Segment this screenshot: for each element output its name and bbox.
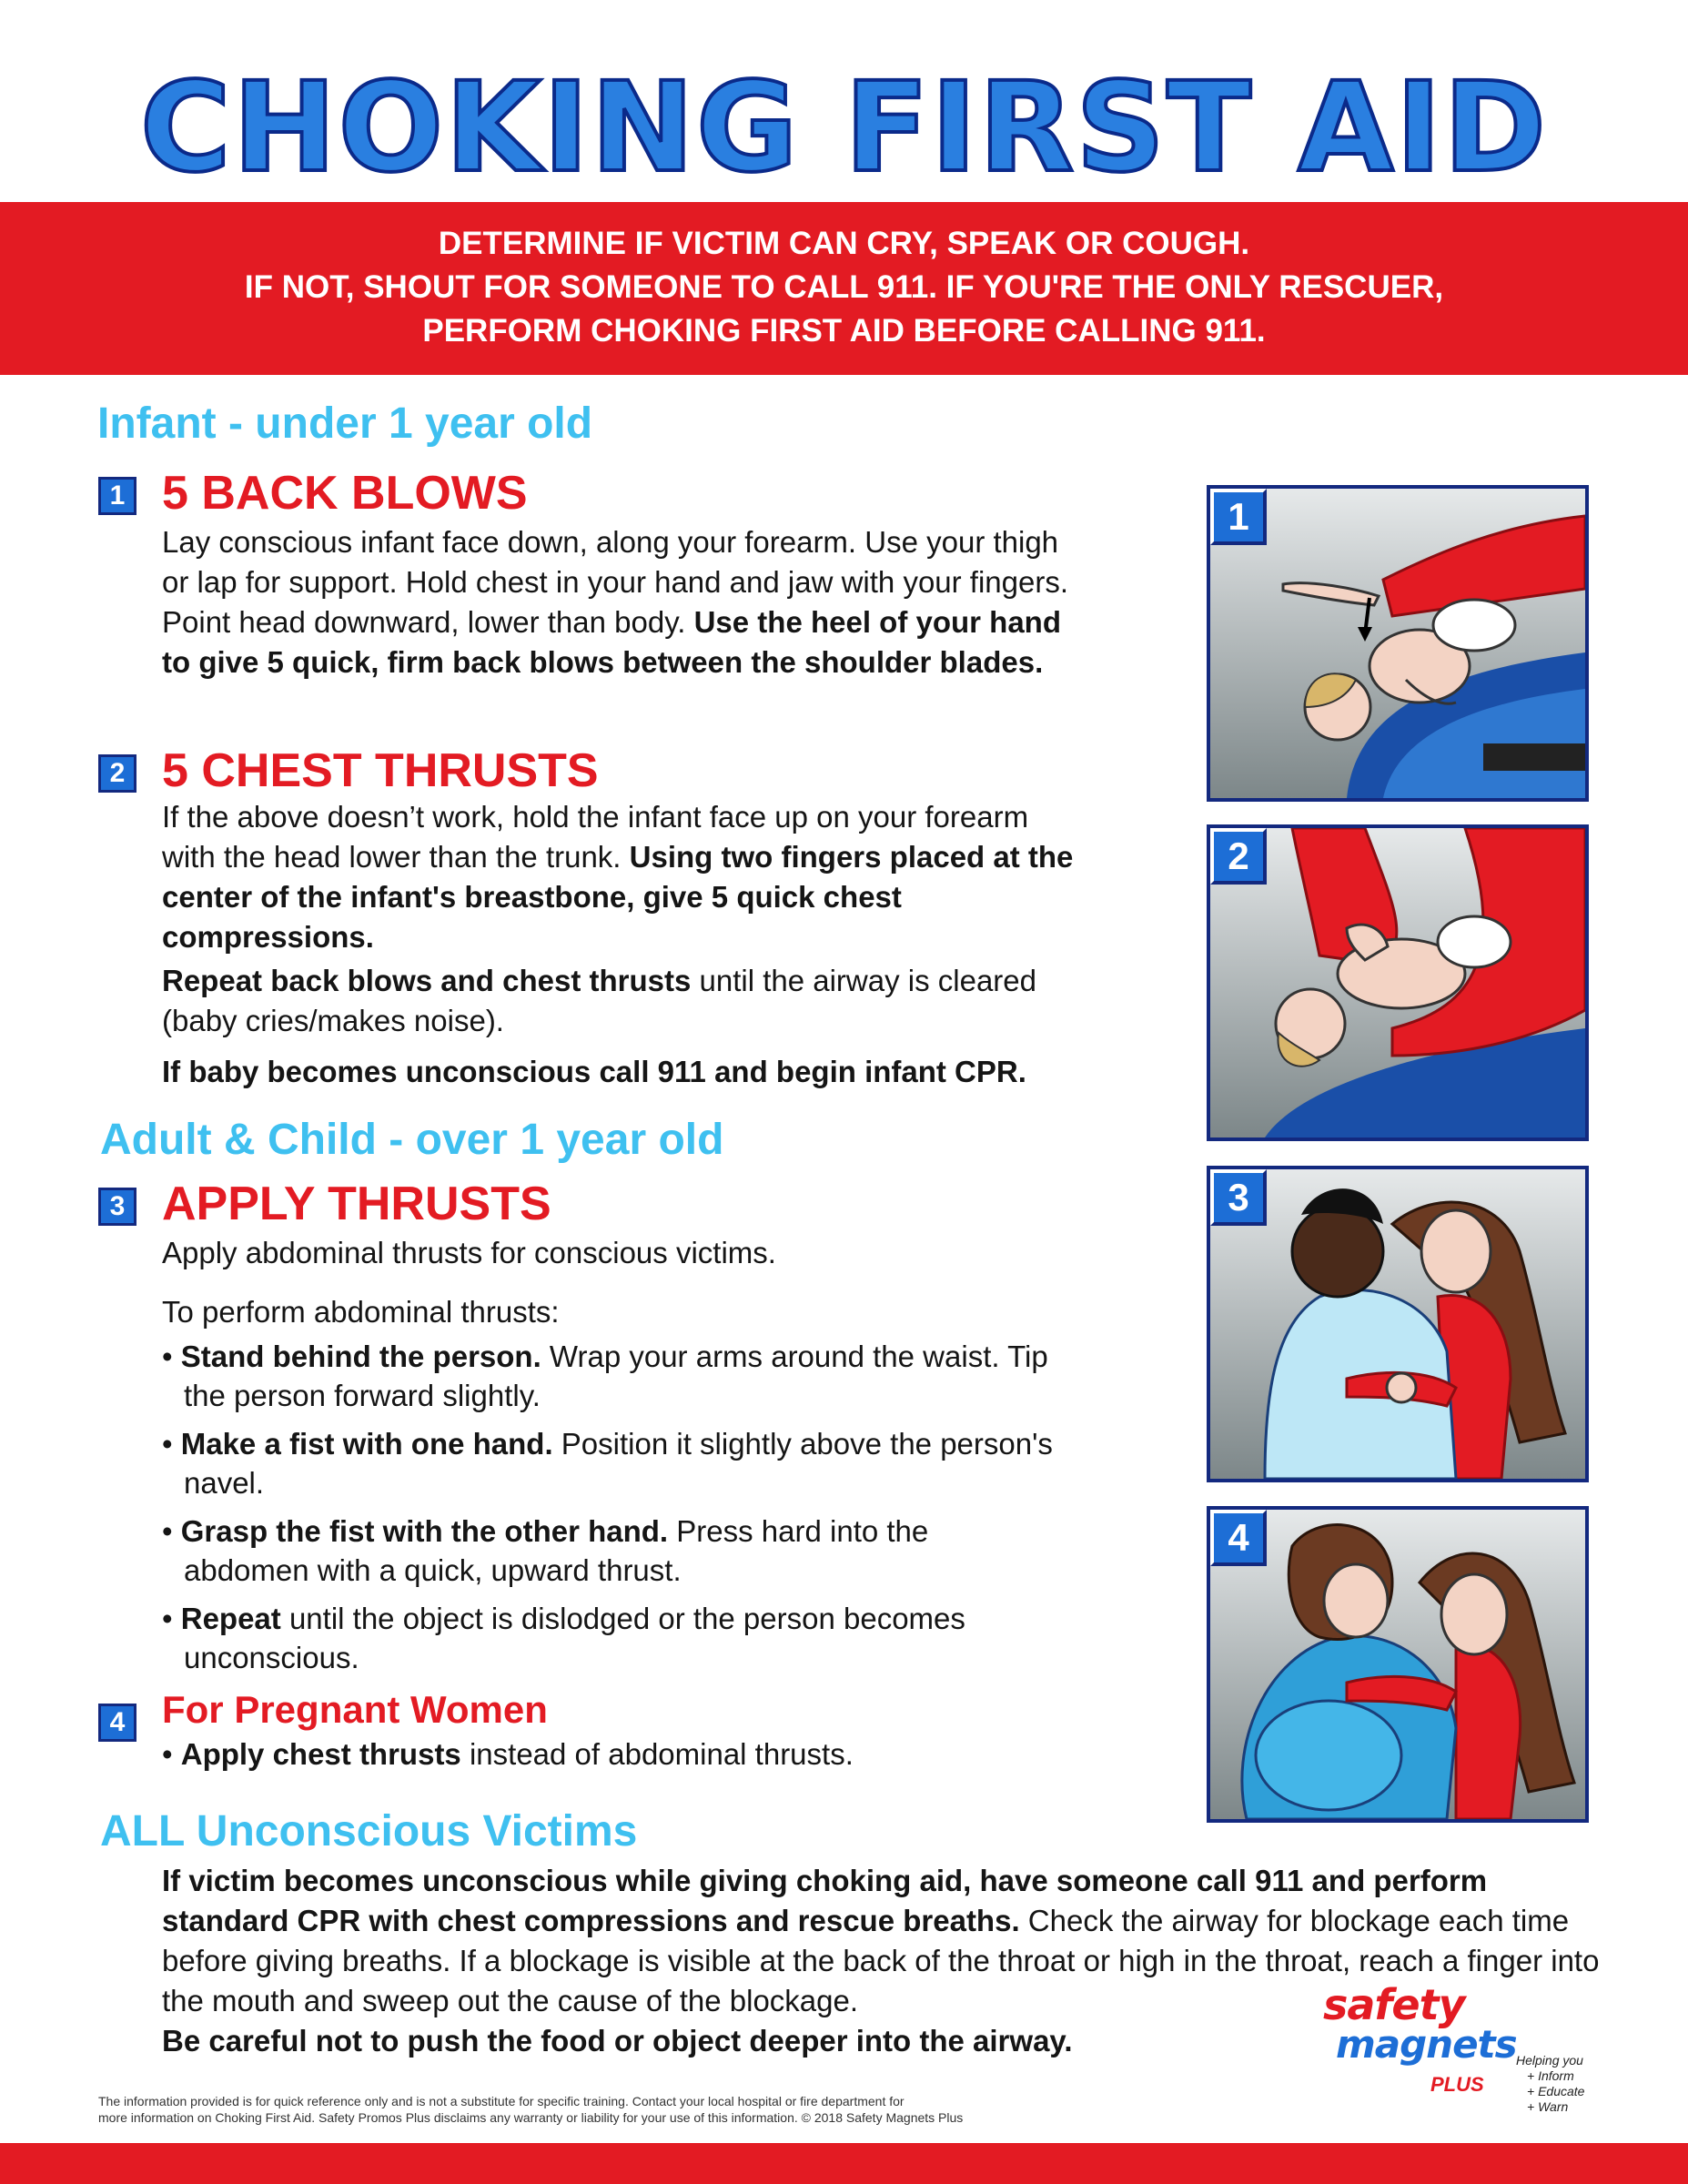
bullet-text: Position it slightly above the person's navel. <box>184 1427 1053 1500</box>
logo-tagline <box>1516 2053 1607 2115</box>
unconscious-body: Check the airway for blockage each time before giving breaths. If a blockage is visible at the back of the throat or high in the throat, reach a finger into the mouth and sweep out the cause of the blockage. <box>162 1904 1600 2017</box>
step-4-bold: Apply chest thrusts <box>180 1737 461 1771</box>
banner-line-3: PERFORM CHOKING FIRST AID BEFORE CALLING 911. <box>422 313 1266 349</box>
tagline-line: Helping you <box>1516 2053 1583 2068</box>
unconscious-bold: If victim becomes unconscious while giving choking aid, have someone call 911 and perform standard CPR with chest compressions and rescue breaths. <box>162 1864 1488 1937</box>
illustration-panel-4 <box>1207 1506 1589 1823</box>
bullet-item: • Grasp the fist with the other hand. Press hard into the abdomen with a quick, upward thrust. <box>162 1514 929 1587</box>
step-2-text <box>162 797 1081 957</box>
illustration-panel-3 <box>1207 1166 1589 1482</box>
step-1-body: Lay conscious infant face down, along your forearm. Use your thigh or lap for support. Hold chest in your hand and jaw with your fingers. Point head downward, lower than body. <box>162 525 1069 639</box>
step-3-intro: Apply abdominal thrusts for conscious victims. <box>162 1236 776 1269</box>
bullet-item: • Make a fist with one hand. Position it slightly above the person's navel. <box>162 1427 1053 1500</box>
bullet-bold: Repeat <box>180 1602 281 1635</box>
step-3-perform: To perform abdominal thrusts: <box>162 1295 560 1329</box>
banner-line-2: IF NOT, SHOUT FOR SOMEONE TO CALL 911. IF YOU'RE THE ONLY RESCUER, <box>244 269 1444 305</box>
bullet-bold: Make a fist with one hand. <box>180 1427 553 1461</box>
panel-2-number: 2 <box>1210 828 1267 885</box>
step-1-text <box>162 522 1072 682</box>
bullet-item: • Stand behind the person. Wrap your arms around the waist. Tip the person forward slightly. <box>162 1340 1048 1412</box>
step-2-body: If the above doesn’t work, hold the infant face up on your forearm with the head lower than the trunk. <box>162 800 1029 874</box>
step-1-heading: 5 BACK BLOWS <box>162 467 528 520</box>
logo-magnets-word: magnets <box>1336 2022 1517 2067</box>
step-2-repeat <box>162 961 1081 1041</box>
step-4-body: instead of abdominal thrusts. <box>460 1737 854 1771</box>
step-4-text: • Apply chest thrusts instead of abdominal thrusts. <box>162 1737 854 1771</box>
illustration-panel-2 <box>1207 824 1589 1141</box>
step-1-bold: Use the heel of your hand to give 5 quick, firm back blows between the shoulder blades. <box>162 605 1061 679</box>
bottom-red-bar <box>0 2143 1688 2184</box>
page-title: CHOKING FIRST AID <box>139 56 1549 200</box>
step-2-unconscious <box>162 1052 1081 1092</box>
bullet-bold: Grasp the fist with the other hand. <box>180 1514 669 1548</box>
panel-3-number: 3 <box>1210 1169 1267 1226</box>
tagline-line: + Warn <box>1527 2099 1569 2114</box>
section-infant-title: Infant - under 1 year old <box>97 399 593 448</box>
step-2-bold: Using two fingers placed at the center of the infant's breastbone, give 5 quick chest compressions. <box>162 840 1074 954</box>
bullet-text: Wrap your arms around the waist. Tip the person forward slightly. <box>184 1340 1048 1412</box>
tagline-line: + Inform <box>1527 2068 1574 2083</box>
section-unconscious-title: ALL Unconscious Victims <box>100 1807 638 1855</box>
tagline-line: + Educate <box>1527 2084 1585 2098</box>
warning-banner <box>0 202 1688 375</box>
step-1-badge: 1 <box>98 477 136 515</box>
bullet-text: Press hard into the abdomen with a quick, upward thrust. <box>184 1514 929 1587</box>
step-4-heading: For Pregnant Women <box>162 1688 548 1731</box>
panel-1-number: 1 <box>1210 489 1267 545</box>
step-2-unconscious-text: If baby becomes unconscious call 911 and begin infant CPR. <box>162 1055 1026 1088</box>
step-2-repeat-text: until the airway is cleared (baby cries/makes noise). <box>162 964 1037 1037</box>
bullet-text: until the object is dislodged or the person becomes unconscious. <box>184 1602 965 1674</box>
step-3-heading: APPLY THRUSTS <box>162 1178 551 1230</box>
step-4-badge: 4 <box>98 1704 136 1742</box>
step-3-bullet-list <box>162 1337 1054 1677</box>
illustration-panel-1 <box>1207 485 1589 802</box>
unconscious-warning: Be careful not to push the food or object deeper into the airway. <box>162 2024 1073 2058</box>
disclaimer-line-1: The information provided is for quick reference only and is not a substitute for specific training. Contact your local hospital or fire department for <box>98 2094 905 2108</box>
banner-line-1: DETERMINE IF VICTIM CAN CRY, SPEAK OR COUGH. <box>438 226 1250 261</box>
bullet-bold: Stand behind the person. <box>180 1340 541 1373</box>
disclaimer-line-2: more information on Choking First Aid. Safety Promos Plus disclaims any warranty or liability for your use of this information. © 2018 Safety Magnets Plus <box>98 2110 964 2125</box>
step-2-heading: 5 CHEST THRUSTS <box>162 744 599 797</box>
logo-safety-word: safety <box>1323 1980 1465 2029</box>
bullet-item: • Repeat until the object is dislodged or the person becomes unconscious. <box>162 1602 965 1674</box>
step-2-repeat-bold: Repeat back blows and chest thrusts <box>162 964 692 997</box>
disclaimer <box>98 2093 1008 2126</box>
panel-4-number: 4 <box>1210 1510 1267 1566</box>
section-adult-title: Adult & Child - over 1 year old <box>100 1116 724 1164</box>
step-2-badge: 2 <box>98 754 136 793</box>
step-3-badge: 3 <box>98 1188 136 1226</box>
safety-magnets-logo <box>1319 1975 1517 2120</box>
logo-plus-word: PLUS <box>1430 2073 1484 2096</box>
